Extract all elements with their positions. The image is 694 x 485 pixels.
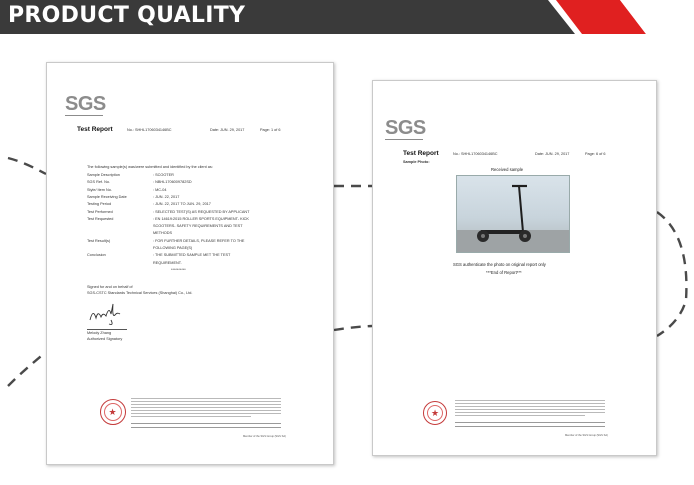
star-icon: ★ bbox=[431, 407, 440, 418]
signature-line bbox=[87, 329, 127, 330]
page-number: Page: 6 of 6 bbox=[585, 152, 606, 156]
report-date: Date: JUN. 29, 2017 bbox=[210, 128, 245, 132]
end-of-report: ***End of Report*** bbox=[486, 270, 522, 275]
official-stamp bbox=[423, 401, 447, 425]
authenticate-text: SGS authenticate the photo on original report only bbox=[453, 262, 546, 267]
logo-underline bbox=[65, 115, 103, 116]
official-stamp bbox=[100, 399, 126, 425]
report-title: Test Report bbox=[77, 126, 113, 133]
page-title: PRODUCT QUALITY bbox=[8, 3, 246, 28]
report-number: No.: SHHL1706034146BC bbox=[453, 152, 498, 156]
test-report-page-6 bbox=[372, 80, 657, 456]
signatory-name: Melody Zhang bbox=[87, 331, 112, 335]
report-date: Date: JUN. 29, 2017 bbox=[535, 152, 570, 156]
sample-photo-label: Sample Photo: bbox=[403, 160, 430, 164]
member-text: Member of the SGS Group (SGS SA) bbox=[243, 435, 286, 438]
intro-text: The following sample(s) was/were submitted and identified by the client as: bbox=[87, 165, 213, 169]
signatory-title: Authorized Signatory bbox=[87, 337, 123, 341]
star-icon: ★ bbox=[108, 406, 117, 417]
scooter-image bbox=[457, 176, 569, 252]
page-number: Page: 1 of 6 bbox=[260, 128, 281, 132]
sgs-logo: SGS bbox=[65, 93, 106, 115]
signature-image bbox=[87, 300, 127, 328]
signed-for-text: Signed for and on behalf of bbox=[87, 285, 133, 289]
report-title: Test Report bbox=[403, 150, 439, 157]
member-text: Member of the SGS Group (SGS SA) bbox=[565, 434, 608, 437]
sample-photo bbox=[456, 175, 570, 253]
test-report-page-1: SGS Test Report No.: SHHL1706034146BC Date: JUN. 29, 2017 Page: 1 of 6 The following sample(s) was/were submitted and identified by the client as: Sample Description : SCOOTER SGS Ref. No. : NBHL1706009782SD Style/ Item No. : MC-04 Sample Receiving Date : JUN. 22, 2017 Testing Period : JUN. 22, 2017 TO JUN. 29, 2017 Test Performed : SELECTED TEST(S) AS REQUESTED BY APPLICANT Test Requested : EN 14619:2015 ROLLER SPORTS EQUIPMENT- KICK SCOOTERS- SAFETY REQUIREMENTS AND TEST METHODS Test Result(s) : FOR FURTHER DETAILS, PLEASE REFER TO THE FOLLOWING PAGE(S) Conclusion : THE SUBMITTED SAMPLE MET THE TEST REQUIREMENT. ********** Signed for and on behalf of SGS-CSTC Standards Technical Services (Shanghai) Co., Ltd. Melody Zhang Authorized Signatory ★ Member of the SGS Group (SGS SA) bbox=[46, 62, 334, 465]
sgs-logo: SGS bbox=[385, 117, 426, 139]
company-name: SGS-CSTC Standards Technical Services (Shanghai) Co., Ltd. bbox=[87, 291, 193, 295]
photo-caption: Received sample bbox=[491, 167, 524, 172]
report-number: No.: SHHL1706034146BC bbox=[127, 128, 172, 132]
logo-underline bbox=[385, 139, 423, 140]
